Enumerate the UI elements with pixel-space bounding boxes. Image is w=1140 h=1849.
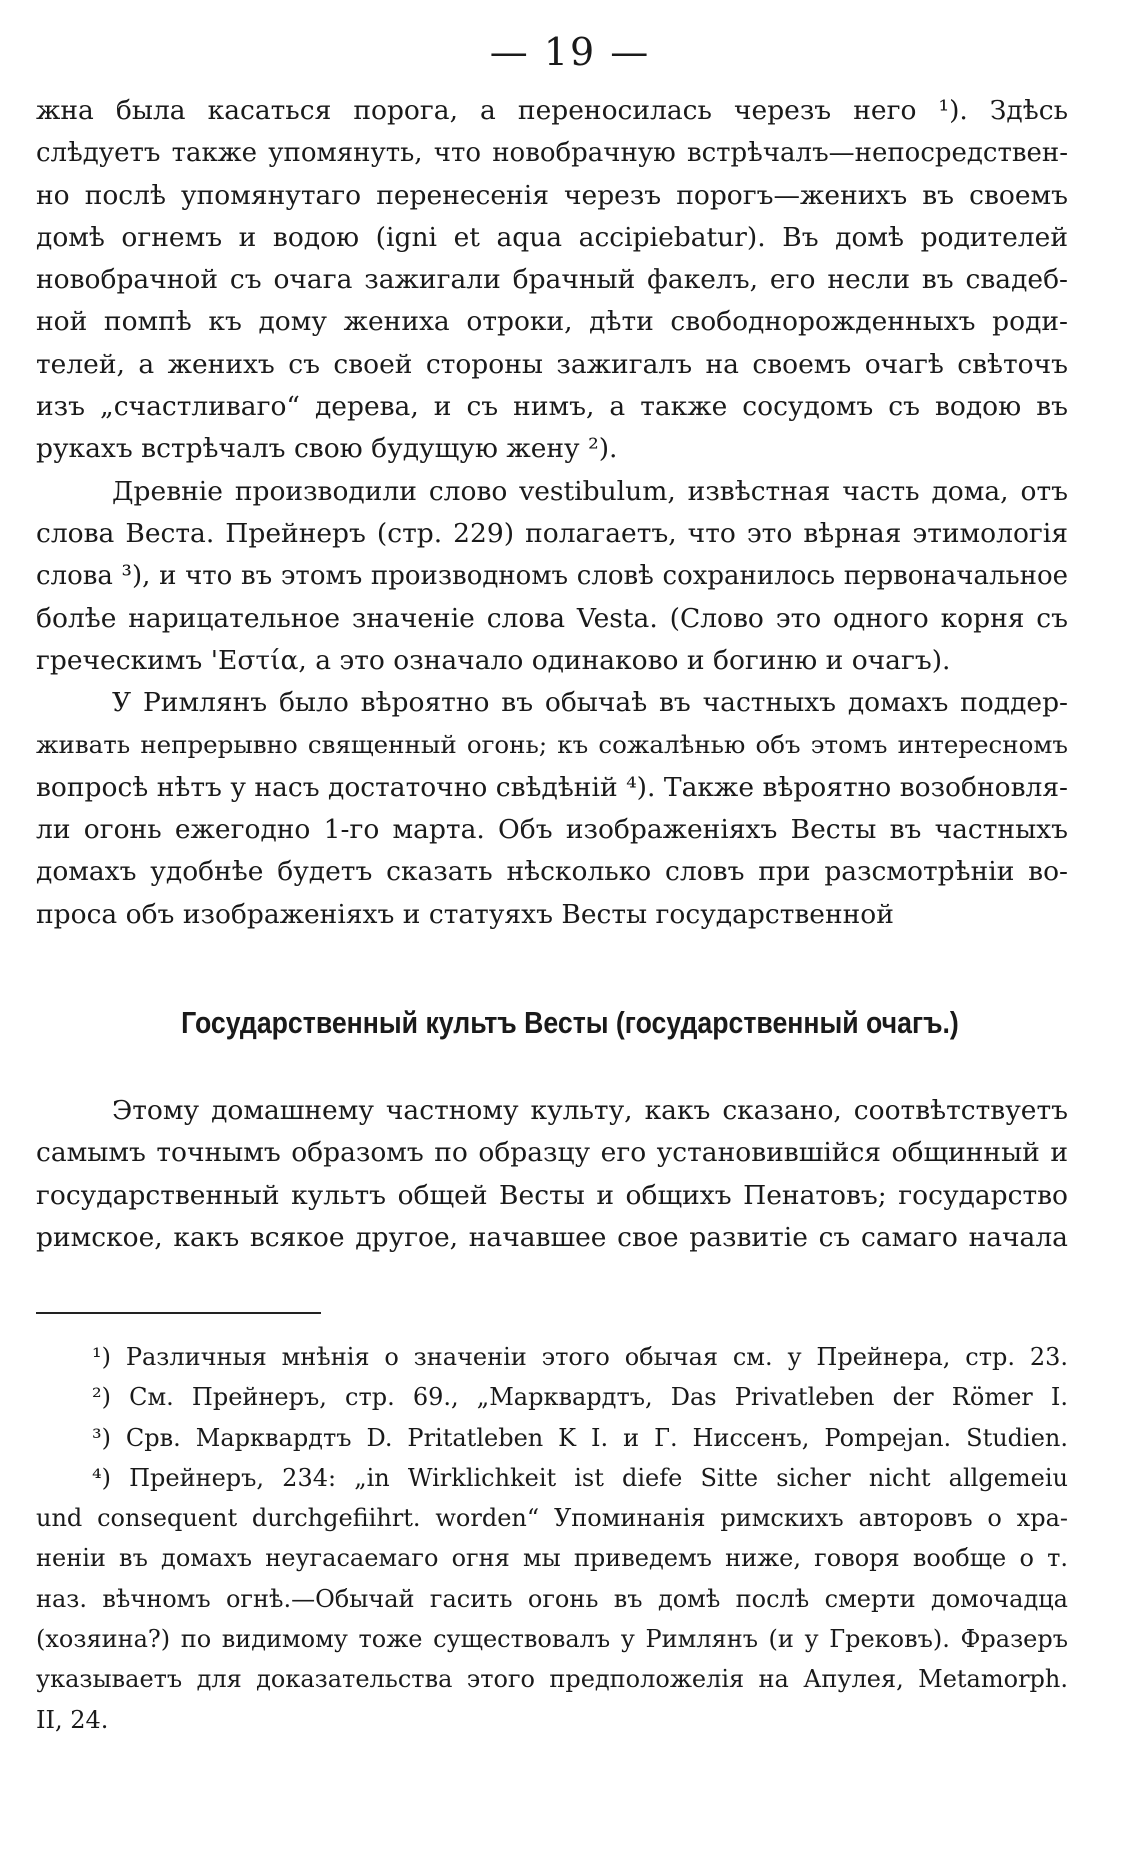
body-line: слова ³), и что въ этомъ производномъ словѣ сохранилось первоначальное [36,561,1068,592]
footnotes [36,1337,1068,1740]
footnote-line: ²) См. Прейнеръ, стр. 69., „Марквардтъ, Das Privatleben der Römer I. [92,1383,1068,1412]
body-text-section-2 [36,1090,1068,1259]
body-line: ной помпѣ къ дому жениха отроки, дѣти свободнорожденныхъ роди- [36,306,1068,338]
body-line: римское, какъ всякое другое, начавшее свое развитіе съ самаго начала [36,1221,1068,1253]
footnote-line: ³) Срв. Марквардтъ D. Pritatleben K I. и Г. Ниссенъ, Pompejan. Studien. [92,1423,1068,1452]
footnote-line: указываетъ для доказательства этого предположелія на Апулея, Metamorph. [36,1665,1068,1694]
body-line: домѣ огнемъ и водою (igni et aqua accipiebatur). Въ домѣ родителей [36,221,1068,253]
body-line: греческимъ 'Εστία, а это означало одинаково и богиню и очагъ). [36,644,951,676]
section-heading: Государственный культъ Весты (государственный очагъ.) [181,1005,959,1040]
body-line: новобрачной съ очага зажигали брачный факелъ, его несли въ свадеб- [36,264,1068,296]
body-text-section-1 [36,90,1068,936]
page-number: — 19 — [489,30,651,74]
footnote-line: наз. вѣчномъ огнѣ.—Обычай гасить огонь въ домѣ послѣ смерти домочадца [36,1584,1068,1613]
body-line: государственный культъ общей Весты и общихъ Пенатовъ; государство [36,1179,1068,1211]
body-line: Древніе производили слово vestibulum, извѣстная часть дома, отъ [112,475,1068,507]
body-line: живать непрерывно священный огонь; къ сожалѣнью объ этомъ интересномъ [36,730,1068,760]
body-line: ли огонь ежегодно 1-го марта. Объ изображеніяхъ Весты въ частныхъ [36,814,1068,846]
body-line: У Римлянъ было вѣроятно въ обычаѣ въ частныхъ домахъ поддер- [112,687,1068,719]
body-line: вопросѣ нѣтъ у насъ достаточно свѣдѣній ⁴). Также вѣроятно возобновля- [36,771,1068,803]
body-line: болѣе нарицательное значеніе слова Vesta. (Слово это одного корня съ [36,602,1068,634]
body-line: но послѣ упомянутаго перенесенія черезъ порогъ—женихъ въ своемъ [36,179,1068,211]
body-line: жна была касаться порога, а переносилась черезъ него ¹). Здѣсь [36,95,1068,126]
footnote-line: ¹) Различныя мнѣнія о значеніи этого обычая см. у Прейнера, стр. 23. [92,1343,1068,1371]
body-line: рукахъ встрѣчалъ свою будущую жену ²). [36,433,618,465]
body-line: слова Веста. Прейнеръ (стр. 229) полагаетъ, что это вѣрная этимологія [36,517,1068,549]
body-line: телей, а женихъ съ своей стороны зажигалъ на своемъ очагѣ свѣточъ [36,348,1068,380]
footnote-line: ⁴) Прейнеръ, 234: „in Wirklichkeit ist diefe Sitte sicher nicht allgemeiu [92,1463,1068,1492]
body-line: проса объ изображеніяхъ и статуяхъ Весты государственной [36,898,894,930]
footnote-line: (хозяина?) по видимому тоже существовалъ у Римлянъ (и у Грековъ). Фразеръ [36,1625,1068,1654]
body-line: изъ „счастливаго“ дерева, и съ нимъ, а также сосудомъ съ водою въ [36,391,1068,423]
footnote-divider [36,1312,321,1314]
body-line: самымъ точнымъ образомъ по образцу его установившійся общинный и [36,1137,1068,1169]
footnote-line: неніи въ домахъ неугасаемаго огня мы приведемъ ниже, говоря вообще о т. [36,1544,1068,1573]
body-line: домахъ удобнѣе будетъ сказать нѣсколько словъ при разсмотрѣніи во- [36,856,1068,888]
body-line: Этому домашнему частному культу, какъ сказано, соотвѣтствуетъ [112,1095,1068,1126]
body-line: слѣдуетъ также упомянуть, что новобрачную встрѣчалъ—непосредствен- [36,138,1068,169]
footnote-line: und consequent durchgefiihrt. worden“ Упоминанія римскихъ авторовъ о хра- [36,1504,1068,1533]
footnote-line: II, 24. [36,1705,109,1734]
